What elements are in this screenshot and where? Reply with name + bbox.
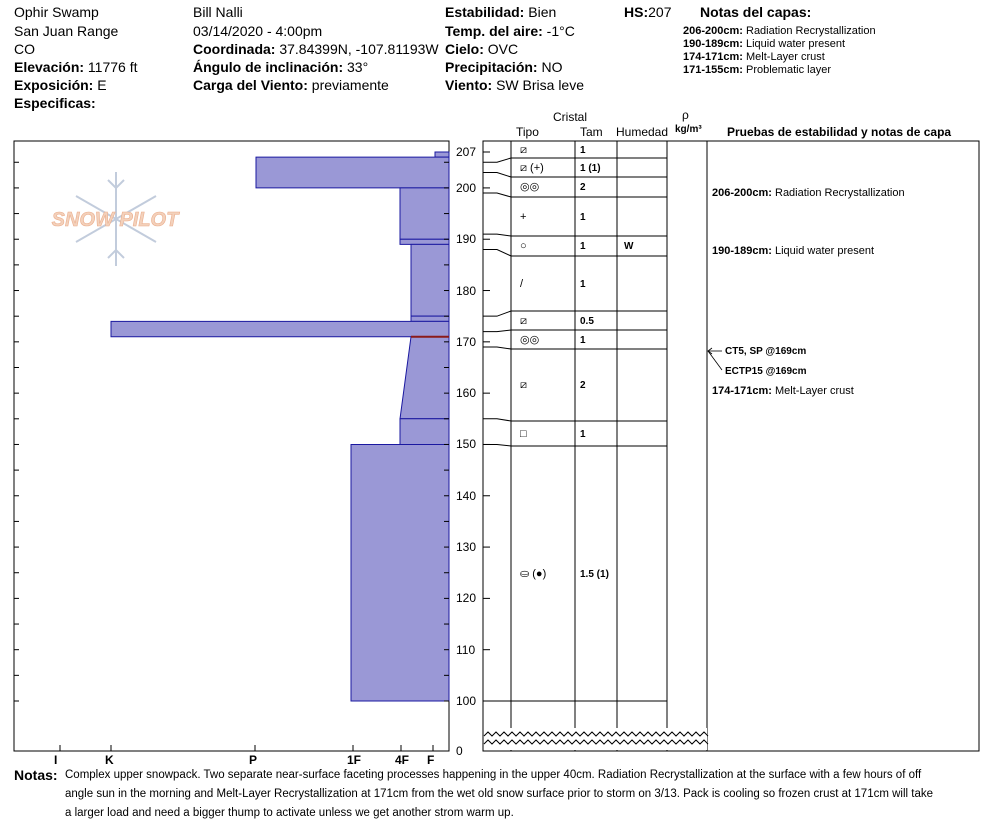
height-tick-label: 100 (456, 694, 477, 708)
height-tick-label: 180 (456, 283, 477, 298)
crystal-size: 1 (1) (580, 162, 601, 174)
crystal-size: 2 (580, 182, 586, 193)
height-tick-label: 120 (456, 591, 477, 606)
crystal-type: ◎◎ (520, 181, 540, 193)
stability-test: CT5, SP @169cm (725, 346, 807, 357)
crystal-size: 1 (580, 334, 586, 346)
height-tick-label: 170 (456, 334, 477, 349)
layer-note: 174-171cm: Melt-Layer crust (683, 51, 825, 63)
crystal-type: ○ (520, 240, 527, 252)
notes-line: a larger load and need a bigger thump to activate unless we get another strom warm up. (65, 807, 514, 819)
density-unit-header: kg/m³ (675, 124, 702, 135)
state-name: CO (14, 41, 35, 57)
hardness-tick-label: K (105, 753, 114, 767)
depth-connector (483, 158, 511, 162)
hardness-tick-label: P (249, 753, 258, 767)
height-tick-label: 207 (456, 145, 477, 159)
hardness-tick-label: F (427, 753, 435, 767)
hardness-layer (400, 419, 449, 445)
hardness-layer (351, 444, 449, 701)
crystal-table (483, 141, 708, 751)
datetime: 03/14/2020 - 4:00pm (193, 23, 323, 39)
crystal-size: 2 (580, 380, 586, 391)
depth-connector (483, 249, 511, 256)
crystal-type: ⧄ (520, 143, 527, 156)
notes-label: Notas: (14, 767, 58, 783)
height-tick-label: 160 (456, 386, 477, 401)
hardness-tick-label: 1F (347, 753, 362, 767)
slope-angle: Ángulo de inclinación: 33° (193, 59, 369, 75)
depth-connector (483, 419, 511, 421)
stability-notes-header: Pruebas de estabilidad y notas de capa (727, 125, 952, 139)
logo-text: SNOW PILOT (51, 209, 179, 231)
layer-note: 190-189cm: Liquid water present (683, 38, 846, 50)
hardness-tick-label: I (54, 753, 58, 767)
crystal-size: 1 (580, 278, 586, 290)
height-tick-label: 140 (456, 488, 477, 503)
tipo-header: Tipo (516, 125, 539, 139)
wind-loading: Carga del Viento: previamente (193, 77, 389, 93)
aspect: Exposición: E (14, 77, 107, 93)
layer-note: 171-155cm: Problematic layer (683, 64, 831, 76)
hardness-layer (256, 157, 449, 188)
cristal-header: Cristal (553, 110, 588, 124)
crystal-type: ⧄ (520, 314, 527, 327)
height-tick-label: 130 (456, 540, 477, 555)
crystal-size: 1 (580, 428, 586, 440)
range-name: San Juan Range (14, 23, 119, 39)
height-tick-label: 150 (456, 437, 477, 452)
humedad-header: Humedad (616, 125, 669, 139)
hardness-layer (400, 188, 449, 239)
height-tick-label: 200 (456, 180, 477, 195)
crystal-type: / (520, 277, 524, 290)
hardness-tick-label: 4F (395, 753, 410, 767)
stability-note: 174-171cm: Melt-Layer crust (712, 385, 854, 397)
wind: Viento: SW Brisa leve (445, 77, 585, 93)
crystal-type: ⧄ (520, 379, 527, 391)
crystal-size: 1 (580, 241, 586, 252)
break-band (484, 728, 707, 750)
stability-note: 190-189cm: Liquid water present (712, 245, 875, 257)
hardness-layer (411, 316, 449, 321)
notes-line: angle sun in the morning and Melt-Layer Recrystallization at 171cm from the wet old snow surface prior to storm on 3/13. Pack is cooling so frozen crust at 171cm will take (65, 788, 934, 800)
elevation: Elevación: 11776 ft (14, 59, 138, 75)
layer-notes-title: Notas del capas: (700, 4, 812, 20)
depth-connector (483, 330, 511, 332)
location-name: Ophir Swamp (14, 4, 99, 20)
crystal-size: 1.5 (1) (580, 568, 609, 580)
depth-connector (483, 193, 511, 197)
crystal-type: ◎◎ (520, 333, 540, 346)
observer: Bill Nalli (193, 4, 243, 20)
crystal-size: 0.5 (580, 315, 594, 327)
height-tick-label: 110 (456, 642, 476, 657)
hardness-layer (400, 337, 449, 419)
depth-connector (483, 234, 511, 236)
rho-header: ρ (682, 108, 689, 122)
precipitation: Precipitación: NO (445, 59, 563, 75)
tam-header: Tam (580, 125, 603, 139)
crystal-type: ⛀ (●) (520, 567, 547, 580)
wetness: W (624, 241, 634, 252)
crystal-size: 1 (580, 211, 586, 223)
hardness-layers (111, 152, 449, 701)
crystal-type: ⧄ (+) (520, 161, 544, 174)
snow-height: HS:207 (624, 4, 672, 20)
snowpilot-logo (52, 172, 180, 266)
sky: Cielo: OVC (445, 41, 519, 57)
depth-connector (483, 347, 511, 349)
hardness-layer (111, 321, 449, 336)
stability: Estabilidad: Bien (445, 4, 557, 20)
crystal-size: 1 (580, 144, 586, 156)
coordinates: Coordinada: 37.84399N, -107.81193W (193, 41, 439, 57)
stability-note: 206-200cm: Radiation Recrystallization (712, 187, 905, 199)
height-tick-label: 190 (456, 232, 477, 247)
depth-connector (483, 311, 511, 316)
hardness-layer (400, 239, 449, 244)
depth-connector (483, 173, 511, 177)
stability-test: ECTP15 @169cm (725, 366, 807, 377)
height-tick-label: 0 (456, 744, 463, 758)
crystal-type: □ (520, 427, 527, 440)
notes-line: Complex upper snowpack. Two separate near-surface faceting processes happening in the upper 40cm. Radiation Recrystallization at the surface with a few hours of off (65, 769, 922, 781)
crystal-type: + (520, 210, 527, 223)
specifics-label: Especificas: (14, 95, 96, 111)
layer-note: 206-200cm: Radiation Recrystallization (683, 25, 876, 37)
air-temp: Temp. del aire: -1°C (445, 23, 575, 39)
hardness-layer (435, 152, 449, 157)
hardness-layer (411, 244, 449, 316)
